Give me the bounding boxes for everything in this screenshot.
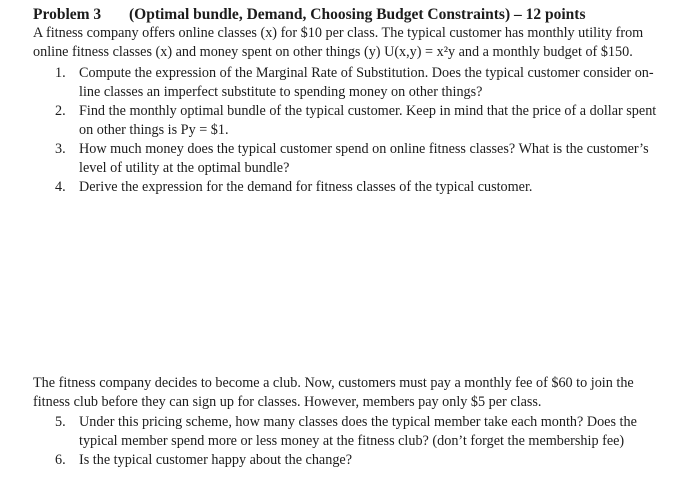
club-line: The fitness company decides to become a club. Now, customers must pay a monthly fee of $60 to join the	[33, 375, 634, 391]
question-6	[55, 451, 352, 470]
intro-line: A fitness company offers online classes (x) for $10 per class. The typical customer has monthly utility from	[33, 25, 644, 41]
question-number: 5.	[55, 414, 66, 430]
question-number: 2.	[55, 103, 66, 119]
problem-title: (Optimal bundle, Demand, Choosing Budget Constraints) – 12 points	[129, 6, 586, 23]
problem-number: Problem 3	[33, 6, 102, 23]
intro-line: online fitness classes (x) and money spent on other things (y) U(x,y) = x²y and a monthly budget of $150.	[33, 44, 633, 60]
question-1	[55, 64, 654, 102]
question-number: 3.	[55, 141, 66, 157]
club-line: fitness club before they can sign up for classes. However, members pay only $5 per class.	[33, 394, 542, 410]
problem-heading	[33, 5, 585, 25]
question-number: 4.	[55, 179, 66, 195]
question-number: 6.	[55, 452, 66, 468]
question-text-line: How much money does the typical customer spend on online fitness classes? What is the customer’s	[79, 141, 649, 157]
question-text-line: on other things is Py = $1.	[79, 122, 229, 138]
question-text-line: Derive the expression for the demand for fitness classes of the typical customer.	[79, 179, 533, 195]
question-text-line: level of utility at the optimal bundle?	[79, 160, 290, 176]
question-text-line: Compute the expression of the Marginal Rate of Substitution. Does the typical customer consider on-	[79, 65, 654, 81]
question-text-line: line classes an imperfect substitute to spending money on other things?	[79, 84, 483, 100]
question-text-line: Is the typical customer happy about the change?	[79, 452, 353, 468]
question-text-line: typical member spend more or less money at the fitness club? (don’t forget the membership fee)	[79, 433, 625, 449]
question-5	[55, 413, 637, 451]
question-4	[55, 178, 532, 197]
club-paragraph	[33, 374, 634, 412]
question-text-line: Find the monthly optimal bundle of the typical customer. Keep in mind that the price of a dollar spent	[79, 103, 657, 119]
question-number: 1.	[55, 65, 66, 81]
question-text-line: Under this pricing scheme, how many classes does the typical member take each month? Does the	[79, 414, 637, 430]
intro-paragraph	[33, 24, 643, 62]
question-2	[55, 102, 656, 140]
question-3	[55, 140, 649, 178]
